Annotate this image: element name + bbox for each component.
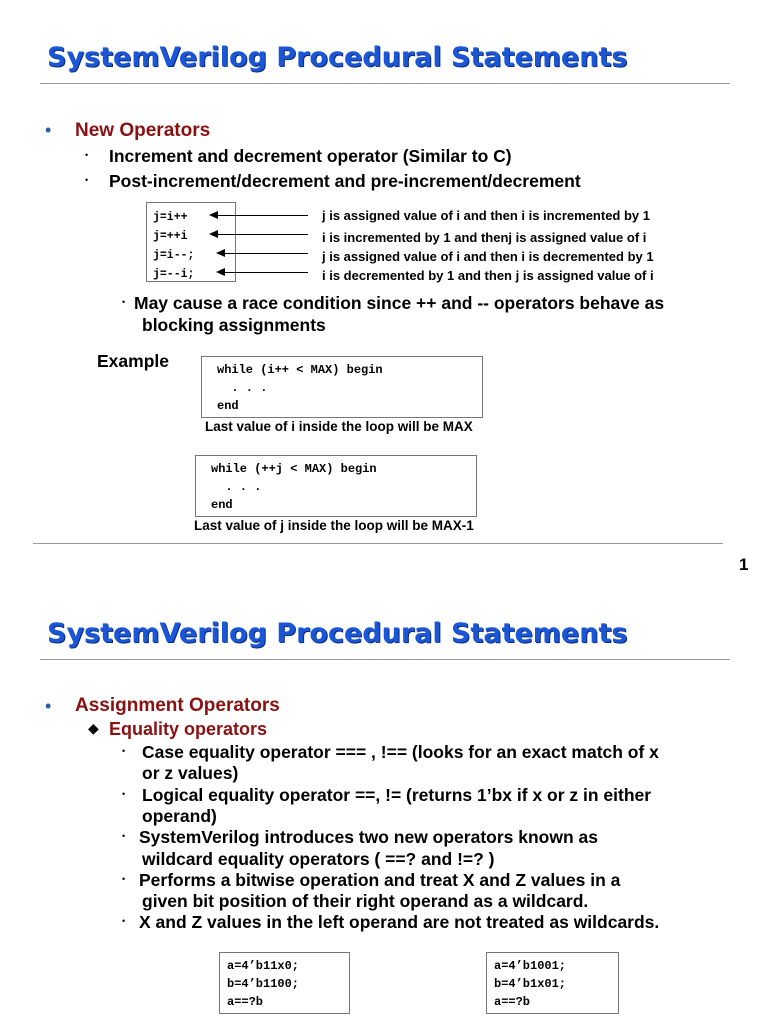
example-label: Example: [97, 351, 169, 371]
code-line: j=++i: [153, 230, 188, 243]
arrow-line: [223, 253, 308, 254]
title-rule: [40, 659, 730, 660]
item-text: operand): [142, 806, 217, 826]
operator-note: i is incremented by 1 and thenj is assigned value of i: [322, 230, 647, 245]
slide2-title: SystemVerilog Procedural Statements: [47, 618, 628, 649]
bullet-text: Increment and decrement operator (Similar to C): [109, 146, 512, 166]
wildcard-example-left: a=4’b11x0; b=4’b1100; a==?b: [219, 952, 350, 1014]
arrow-line: [216, 234, 308, 235]
item-text: Logical equality operator ==, != (returns 1’bx if x or z in either: [142, 785, 652, 805]
bullet-text: Post-increment/decrement and pre-increment/decrement: [109, 171, 581, 191]
race-note-line1: May cause a race condition since ++ and -- operators behave as: [134, 293, 665, 313]
item-text: Performs a bitwise operation and treat X and Z values in a: [139, 870, 621, 890]
bullet-dot: •: [45, 120, 52, 140]
item-text: Case equality operator === , !== (looks for an exact match of x: [142, 742, 659, 762]
item-text: or z values): [142, 763, 239, 783]
code-line: j=i++: [153, 211, 188, 224]
operator-note: i is decremented by 1 and then j is assigned value of i: [322, 268, 654, 283]
diamond-bullet-icon: ◆: [88, 720, 99, 736]
bullet-marker: •: [122, 916, 126, 926]
code-line: j=--i;: [153, 268, 195, 281]
wildcard-example-right: a=4’b1001; b=4’b1x01; a==?b: [486, 952, 619, 1014]
example1-code-box: while (i++ < MAX) begin . . . end: [201, 356, 483, 418]
section-heading: Assignment Operators: [75, 695, 280, 716]
arrow-line: [223, 272, 308, 273]
example2-code-box: while (++j < MAX) begin . . . end: [195, 455, 477, 517]
footer-rule: [33, 543, 723, 544]
bullet-marker: •: [122, 831, 126, 841]
page-number: 1: [739, 555, 749, 574]
item-text: wildcard equality operators ( ==? and !=? ): [142, 849, 495, 869]
bullet-marker: •: [122, 746, 126, 756]
example1-caption: Last value of i inside the loop will be MAX: [205, 419, 473, 434]
subheading: Equality operators: [109, 719, 268, 739]
race-note-line2: blocking assignments: [142, 315, 326, 335]
item-text: SystemVerilog introduces two new operators known as: [139, 827, 598, 847]
arrow-line: [216, 215, 308, 216]
item-text: X and Z values in the left operand are not treated as wildcards.: [139, 912, 660, 932]
example2-caption: Last value of j inside the loop will be MAX-1: [194, 518, 474, 533]
title-rule: [40, 83, 730, 84]
operator-note: j is assigned value of i and then i is decremented by 1: [322, 249, 654, 264]
operator-note: j is assigned value of i and then i is incremented by 1: [322, 208, 650, 223]
bullet-marker: •: [122, 297, 126, 307]
bullet-marker: •: [122, 789, 126, 799]
bullet-marker: •: [122, 874, 126, 884]
bullet-marker: •: [85, 150, 89, 160]
item-text: given bit position of their right operand as a wildcard.: [142, 891, 589, 911]
code-line: j=i--;: [153, 249, 195, 262]
slide1-title: SystemVerilog Procedural Statements: [47, 42, 628, 73]
bullet-marker: •: [85, 175, 89, 185]
section-heading: New Operators: [75, 120, 211, 141]
bullet-dot: •: [45, 696, 52, 716]
